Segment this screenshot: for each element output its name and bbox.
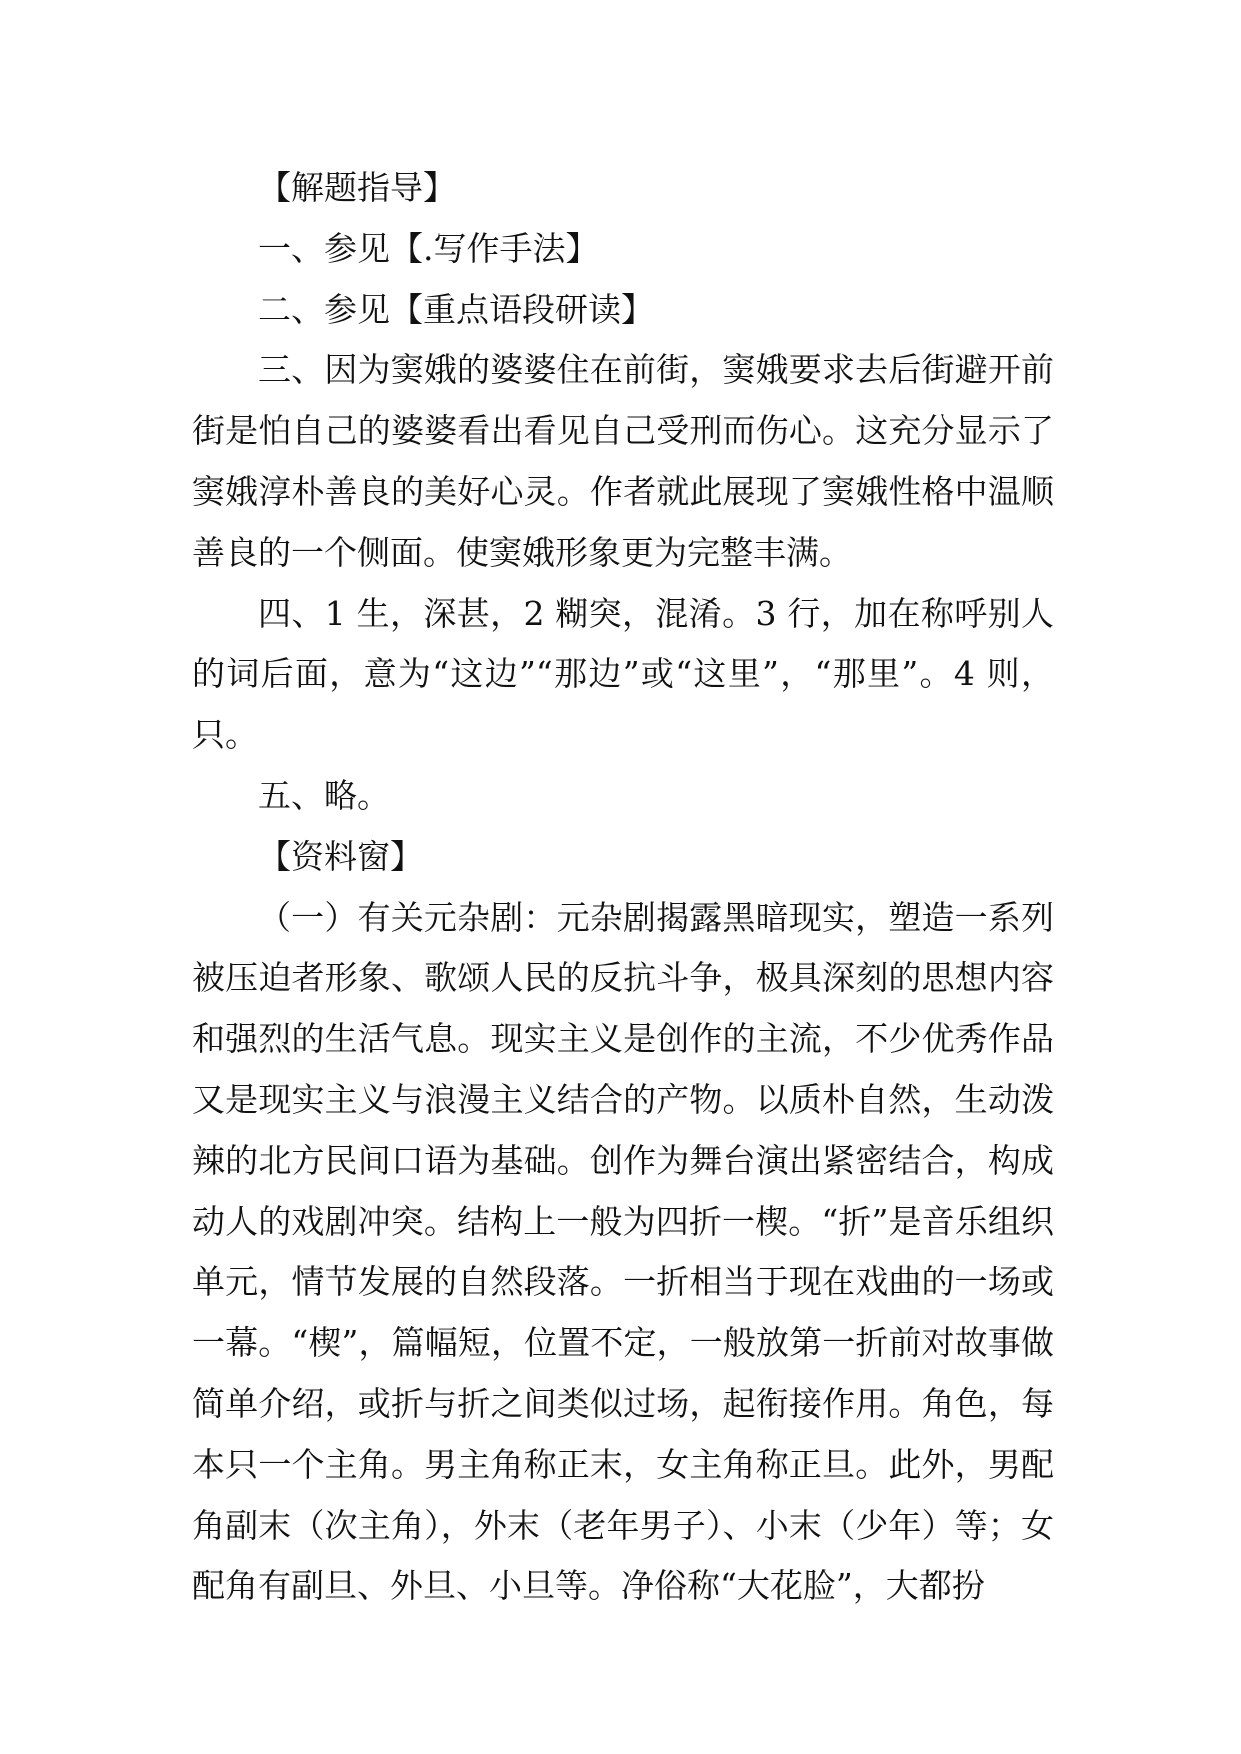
answer-4: 四、1 生，深甚，2 糊突，混淆。3 行，加在称呼别人的词后面，意为“这边”“那边”或“这里”，“那里”。4 则，只。	[192, 593, 1054, 755]
heading-solution-guide: 【解题指导】	[258, 168, 456, 207]
answer-3: 三、因为窦娥的婆婆住在前街，窦娥要求去后街避开前街是怕自己的婆婆看出看见自己受刑而伤心。这充分显示了窦娥淳朴善良的美好心灵。作者就此展现了窦娥性格中温顺善良的一个侧面。使窦娥形象更为完整丰满。	[192, 350, 1054, 572]
answer-5: 五、略。	[258, 775, 390, 815]
answer-1: 一、参见【.写作手法】	[258, 228, 599, 268]
answer-2: 二、参见【重点语段研读】	[258, 289, 654, 329]
material-yuan-zaju: （一）有关元杂剧：元杂剧揭露黑暗现实，塑造一系列被压迫者形象、歌颂人民的反抗斗争，极具深刻的思想内容和强烈的生活气息。现实主义是创作的主流，不少优秀作品又是现实主义与浪漫主义结合的产物。以质朴自然，生动泼辣的北方民间口语为基础。创作为舞台演出紧密结合，构成动人的戏剧冲突。结构上一般为四折一楔。“折”是音乐组织单元，情节发展的自然段落。一折相当于现在戏曲的一场或一幕。“楔”，篇幅短，位置不定，一般放第一折前对故事做简单介绍，或折与折之间类似过场，起衔接作用。角色，每本只一个主角。男主角称正末，女主角称正旦。此外，男配角副末（次主角），外末（老年男子）、小末（少年）等；女配角有副旦、外旦、小旦等。净俗称“大花脸”，大都扮	[192, 897, 1054, 1606]
heading-materials: 【资料窗】	[258, 836, 423, 876]
document-body	[192, 158, 1054, 1617]
